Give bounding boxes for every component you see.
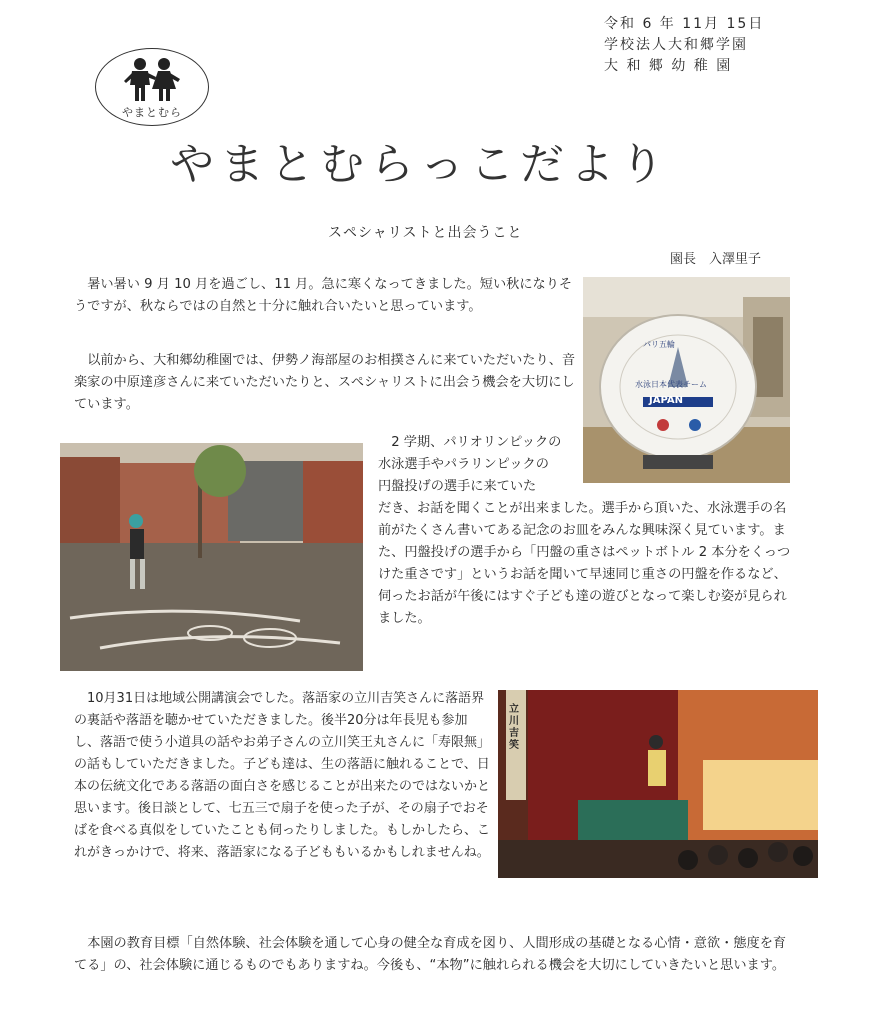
paragraph-text: だき、お話を聞くことが出来ました。選手から頂いた、水泳選手の名前がたくさん書いてある記念のお皿をみんな興味深く見ています。また、円盤投げの選手から「円盤の重さはペットボトル 2 本分をくっつけた重さです」というお話を聞いて早速同じ重さの円盤を作るなど、伺ったお話が午後にはすぐ子ども達の遊びとなって楽しむ姿が見られました。 (378, 501, 791, 626)
plate-text-top: パリ五輪 (643, 340, 675, 349)
paragraph-text: 暑い暑い 9 月 10 月を過ごし、11 月。急に寒くなってきました。短い秋になりそうですが、秋ならではの自然と十分に触れ合いたいと思っています。 (74, 277, 573, 314)
paragraph-intro (74, 274, 579, 318)
school-logo (95, 48, 209, 126)
issue-date: 令和 6 年 11月 15日 (604, 16, 765, 32)
corporation-name: 学校法人大和郷学園 (604, 37, 748, 53)
paragraph-text: 以前から、大和郷幼稚園では、伊勢ノ海部屋のお相撲さんに来ていただいたり、音楽家の中原達彦さんに来ていただいたりと、スペシャリストに出会う機会を大切にしています。 (74, 353, 576, 412)
paragraph-olympics-start (378, 432, 578, 498)
paragraph-text: 本園の教育目標「自然体験、社会体験を通して心身の健全な育成を図り、人間形成の基礎となる心情・意欲・態度を育てる」の、社会体験に通じるものでもありますね。今後も、“本物”に触れられる機会を大切にしていきたいと思います。 (74, 936, 787, 973)
logo-text: やまとむら (122, 106, 182, 119)
article-author: 園長 入澤里子 (670, 252, 762, 267)
rakugo-photo (498, 690, 818, 878)
discus-photo (60, 443, 363, 671)
plate-brand: JAPAN (649, 395, 683, 406)
paragraph-specialists (74, 350, 579, 416)
paragraph-olympics-rest (378, 498, 792, 630)
paragraph-rakugo (74, 688, 492, 864)
plate-text-mid: 水泳日本代表チーム (635, 380, 707, 389)
paragraph-education-goal (74, 933, 796, 977)
school-name: 大 和 郷 幼 稚 園 (604, 58, 733, 74)
article-subtitle: スペシャリストと出会うこと (328, 225, 523, 241)
rakugo-banner: 立川吉笑 (509, 704, 519, 751)
paragraph-line: 水泳選手やパラリンピックの (378, 457, 549, 472)
header-info (604, 14, 764, 77)
paragraph-line: 2 学期、パリオリンピックの (391, 435, 562, 450)
paragraph-text: 10月31日は地域公開講演会でした。落語家の立川吉笑さんに落語界の裏話や落語を聴かせていただきました。後半20分は年長児も参加し、落語で使う小道具の話やお弟子さんの立川笑王丸さんに「寿限無」の話もしていただきました。子ども達は、生の落語に触れることで、日本の伝統文化である落語の面白さを感じることが出来たのではないかと思います。後日談として、七五三で扇子を使った子が、その扇子でおそばを食べる真似をしていたことも伺ったりしました。もしかしたら、これがきっかけで、将来、落語家になる子どももいるかもしれませんね。 (74, 691, 491, 860)
children-silhouette-icon (118, 55, 188, 105)
paragraph-line: 円盤投げの選手に来ていた (378, 479, 537, 494)
newsletter-title: やまとむらっこだより (170, 139, 670, 190)
plate-photo (583, 277, 790, 483)
